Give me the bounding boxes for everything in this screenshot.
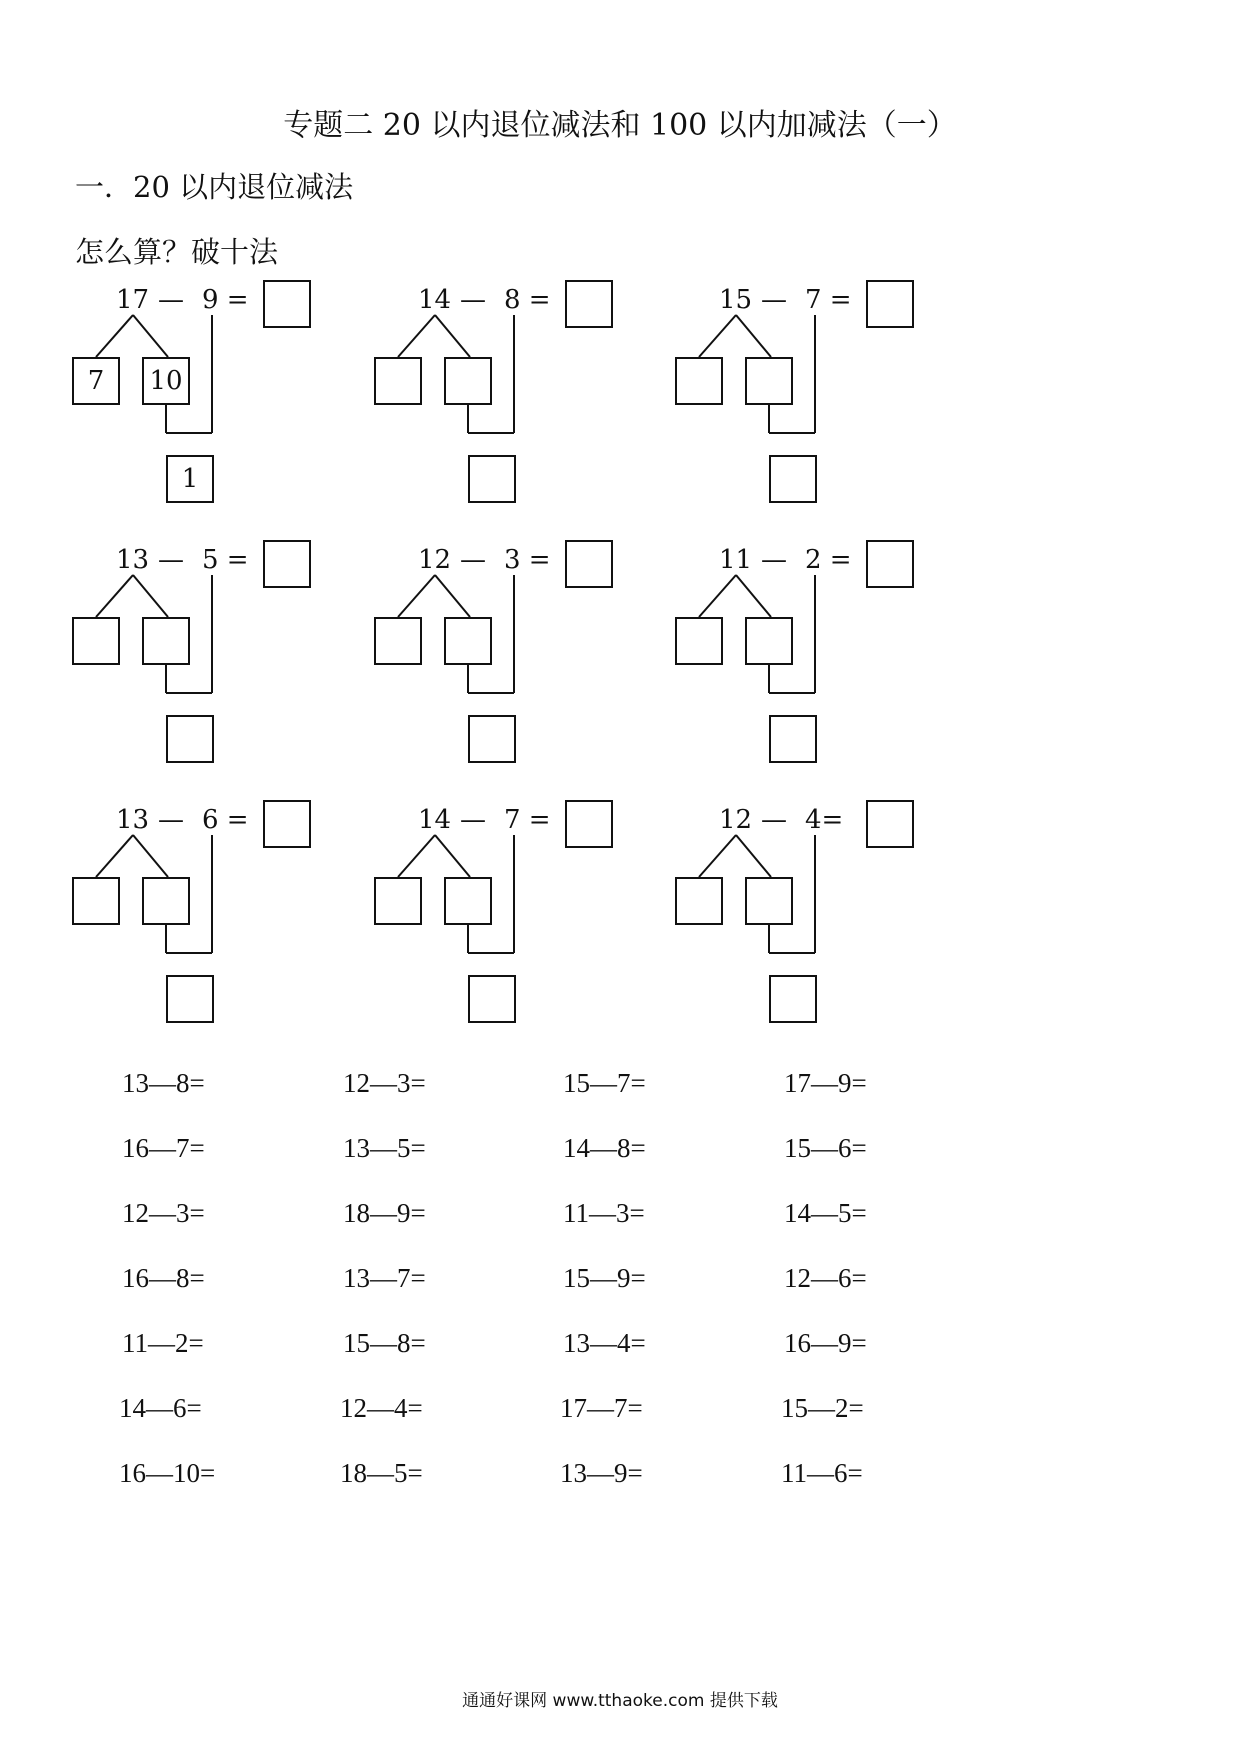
minus-sign: — (761, 545, 787, 575)
subtrahend: 2 = (805, 545, 852, 575)
subtrahend: 5 = (202, 545, 249, 575)
page-title: 专题二 20 以内退位减法和 100 以内加减法（一） (283, 108, 957, 143)
answer-box[interactable] (565, 540, 613, 588)
subtrahend: 7 = (504, 805, 551, 835)
minuend: 15 (719, 285, 753, 315)
minus-sign: — (460, 285, 486, 315)
subtrahend: 6 = (202, 805, 249, 835)
drill-equation: 16—8= (122, 1263, 205, 1293)
minuend: 12 (719, 805, 753, 835)
minus-sign: — (460, 805, 486, 835)
subtrahend: 8 = (504, 285, 551, 315)
split-left-box[interactable] (72, 617, 120, 665)
drill-equation: 17—9= (784, 1068, 867, 1098)
break-ten-problem (70, 795, 390, 1055)
minuend: 11 (719, 545, 753, 575)
answer-box[interactable] (263, 800, 311, 848)
drill-equation: 15—7= (563, 1068, 646, 1098)
split-right-box[interactable] (142, 617, 190, 665)
break-ten-problem (673, 535, 993, 795)
drill-equation: 15—6= (784, 1133, 867, 1163)
drill-equation: 15—2= (781, 1393, 864, 1423)
minuend: 17 (116, 285, 150, 315)
split-left-box[interactable]: 7 (72, 357, 120, 405)
split-left-box[interactable] (72, 877, 120, 925)
difference-box[interactable] (468, 715, 516, 763)
break-ten-problem (70, 535, 390, 795)
minus-sign: — (158, 805, 184, 835)
split-left-box[interactable] (374, 357, 422, 405)
answer-box[interactable] (263, 280, 311, 328)
drill-equation: 15—8= (343, 1328, 426, 1358)
difference-box[interactable] (166, 975, 214, 1023)
difference-box[interactable] (769, 455, 817, 503)
split-right-box[interactable] (745, 357, 793, 405)
drill-equation: 12—6= (784, 1263, 867, 1293)
drill-equation: 12—3= (343, 1068, 426, 1098)
drill-equation: 14—5= (784, 1198, 867, 1228)
answer-box[interactable] (866, 280, 914, 328)
drill-equation: 13—5= (343, 1133, 426, 1163)
minus-sign: — (158, 285, 184, 315)
minus-sign: — (761, 805, 787, 835)
difference-box[interactable] (769, 715, 817, 763)
minuend: 14 (418, 805, 452, 835)
drill-equation: 11—3= (563, 1198, 645, 1228)
minuend: 13 (116, 805, 150, 835)
minus-sign: — (158, 545, 184, 575)
subtrahend: 7 = (805, 285, 852, 315)
minuend: 14 (418, 285, 452, 315)
break-ten-problem (673, 275, 993, 535)
minuend: 12 (418, 545, 452, 575)
split-left-box[interactable] (374, 617, 422, 665)
split-right-box[interactable] (444, 877, 492, 925)
difference-box[interactable] (468, 975, 516, 1023)
drill-equation: 16—9= (784, 1328, 867, 1358)
drill-equation: 11—6= (781, 1458, 863, 1488)
minus-sign: — (761, 285, 787, 315)
footer-credit: 通通好课网 www.tthaoke.com 提供下载 (462, 1691, 778, 1711)
difference-box[interactable]: 1 (166, 455, 214, 503)
break-ten-problem (372, 535, 692, 795)
drill-equation: 12—3= (122, 1198, 205, 1228)
drill-equation: 14—6= (119, 1393, 202, 1423)
break-ten-problem (372, 795, 692, 1055)
difference-box[interactable] (166, 715, 214, 763)
drill-equation: 15—9= (563, 1263, 646, 1293)
method-heading: 怎么算？破十法 (75, 235, 279, 269)
difference-box[interactable] (468, 455, 516, 503)
drill-equation: 18—9= (343, 1198, 426, 1228)
difference-box[interactable] (769, 975, 817, 1023)
split-left-box[interactable] (675, 877, 723, 925)
subtrahend: 3 = (504, 545, 551, 575)
split-left-box[interactable] (675, 617, 723, 665)
drill-equation: 17—7= (560, 1393, 643, 1423)
drill-equation: 12—4= (340, 1393, 423, 1423)
answer-box[interactable] (866, 800, 914, 848)
drill-equation: 13—9= (560, 1458, 643, 1488)
split-left-box[interactable] (675, 357, 723, 405)
drill-equation: 11—2= (122, 1328, 204, 1358)
subtrahend: 9 = (202, 285, 249, 315)
subtrahend: 4= (805, 805, 844, 835)
answer-box[interactable] (565, 280, 613, 328)
drill-equation: 13—4= (563, 1328, 646, 1358)
break-ten-problem (673, 795, 993, 1055)
minuend: 13 (116, 545, 150, 575)
drill-equation: 18—5= (340, 1458, 423, 1488)
drill-equation: 16—7= (122, 1133, 205, 1163)
split-right-box[interactable] (444, 617, 492, 665)
answer-box[interactable] (565, 800, 613, 848)
break-ten-problem (70, 275, 390, 535)
section-heading: 一．20 以内退位减法 (75, 170, 354, 204)
split-right-box[interactable] (745, 877, 793, 925)
drill-equation: 16—10= (119, 1458, 216, 1488)
break-ten-problem (372, 275, 692, 535)
drill-equation: 14—8= (563, 1133, 646, 1163)
split-right-box[interactable]: 10 (142, 357, 190, 405)
split-right-box[interactable] (444, 357, 492, 405)
split-right-box[interactable] (142, 877, 190, 925)
answer-box[interactable] (263, 540, 311, 588)
split-right-box[interactable] (745, 617, 793, 665)
answer-box[interactable] (866, 540, 914, 588)
split-left-box[interactable] (374, 877, 422, 925)
drill-equation: 13—8= (122, 1068, 205, 1098)
drill-equation: 13—7= (343, 1263, 426, 1293)
minus-sign: — (460, 545, 486, 575)
